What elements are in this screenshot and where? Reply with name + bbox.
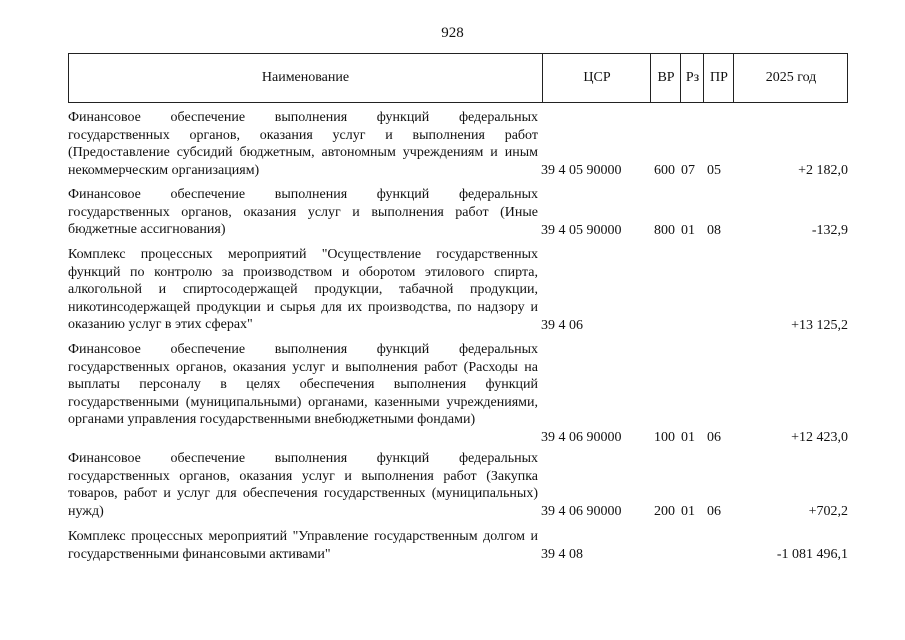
row-csr: 39 4 05 90000 xyxy=(541,222,622,238)
row-pr: 05 xyxy=(707,162,721,178)
row-rz: 01 xyxy=(681,429,695,445)
row-name: Финансовое обеспечение выполнения функций федеральных государственных органов, оказания услуг и выполнения работ (Расходы на выплаты персоналу в целях обеспечения выполнения функций государственными (муниципальными) органами, казенными учреждениями, органами управления государственными внебюджетными фондами) xyxy=(68,342,538,427)
table-row xyxy=(68,528,850,563)
table-row xyxy=(68,186,850,239)
row-name: Комплекс процессных мероприятий "Управление государственным долгом и государственными финансовыми активами" xyxy=(68,529,538,562)
row-name: Комплекс процессных мероприятий "Осуществление государственных функций по контролю за производством и оборотом этилового спирта, алкогольной и спиртосодержащей продукции, табачной продукции, никотинсодержащей продукции и сырья для их производства, по надзору и оказанию услуг в этих сферах" xyxy=(68,247,538,332)
table-header xyxy=(68,53,848,103)
row-amount: +13 125,2 xyxy=(791,317,848,333)
row-name: Финансовое обеспечение выполнения функций федеральных государственных органов, оказания услуг и выполнения работ (Закупка товаров, работ и услуг для обеспечения государственных (муниципальных) нужд) xyxy=(68,451,538,519)
row-csr: 39 4 05 90000 xyxy=(541,162,622,178)
table-row xyxy=(68,246,850,334)
row-vr: 600 xyxy=(654,162,675,178)
row-rz: 07 xyxy=(681,162,695,178)
row-amount: -132,9 xyxy=(811,222,848,238)
row-name: Финансовое обеспечение выполнения функций федеральных государственных органов, оказания услуг и выполнения работ (Иные бюджетные ассигнования) xyxy=(68,187,538,237)
row-amount: +2 182,0 xyxy=(798,162,848,178)
page-number: 928 xyxy=(441,25,464,41)
row-amount: +12 423,0 xyxy=(791,429,848,445)
header-pr: ПР xyxy=(703,54,734,102)
header-name: Наименование xyxy=(261,70,350,85)
row-rz: 01 xyxy=(681,222,695,238)
row-csr: 39 4 06 xyxy=(541,317,583,333)
header-csr: ЦСР xyxy=(542,54,651,102)
row-vr: 100 xyxy=(654,429,675,445)
table-row xyxy=(68,109,850,179)
row-amount: +702,2 xyxy=(808,503,848,519)
table-row xyxy=(68,450,850,520)
row-csr: 39 4 06 90000 xyxy=(541,429,622,445)
row-name: Финансовое обеспечение выполнения функций федеральных государственных органов, оказания услуг и выполнения работ (Предоставление субсидий бюджетным, автономным учреждениям и иным некоммерческим организациям) xyxy=(68,110,538,178)
row-vr: 200 xyxy=(654,503,675,519)
header-rz: Рз xyxy=(680,54,704,102)
header-year: 2025 год xyxy=(733,54,848,102)
row-pr: 06 xyxy=(707,503,721,519)
row-pr: 06 xyxy=(707,429,721,445)
row-rz: 01 xyxy=(681,503,695,519)
row-pr: 08 xyxy=(707,222,721,238)
table-row xyxy=(68,341,850,446)
row-vr: 800 xyxy=(654,222,675,238)
row-csr: 39 4 06 90000 xyxy=(541,503,622,519)
header-vr: ВР xyxy=(650,54,681,102)
row-csr: 39 4 08 xyxy=(541,546,583,562)
row-amount: -1 081 496,1 xyxy=(776,546,848,562)
